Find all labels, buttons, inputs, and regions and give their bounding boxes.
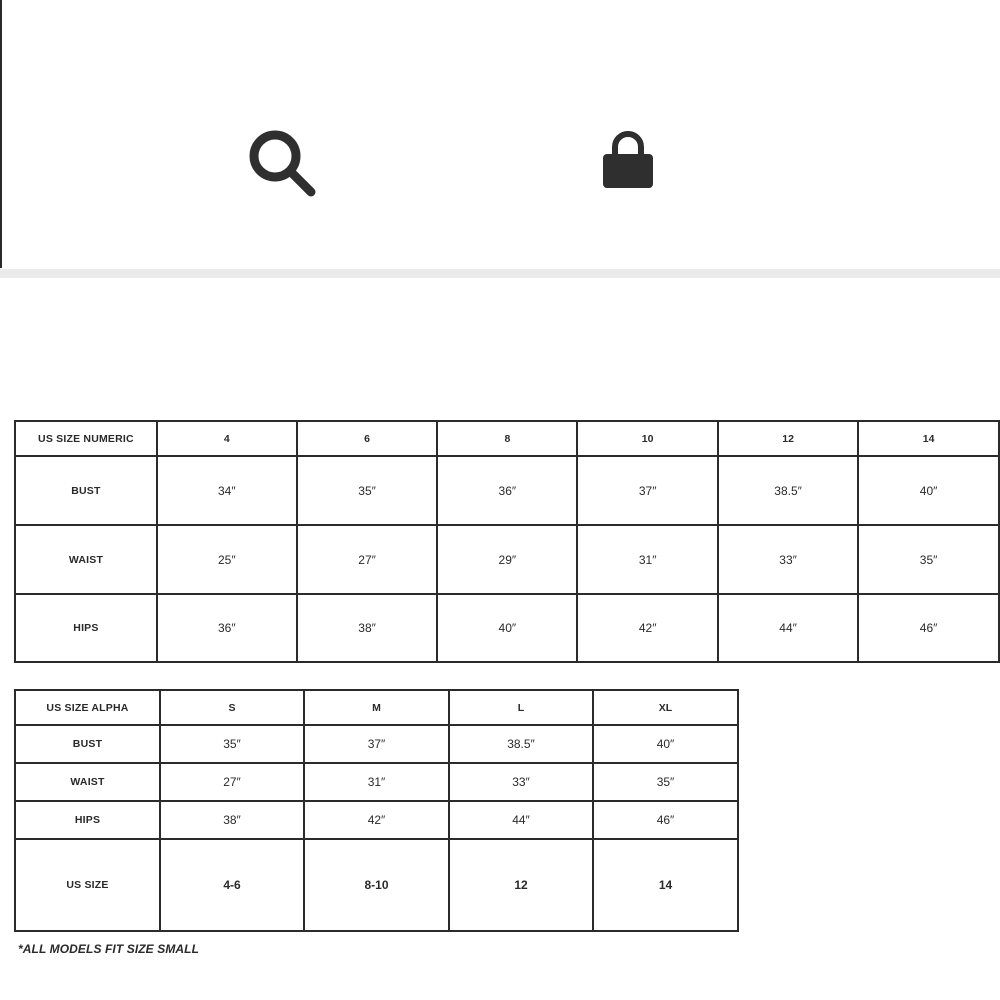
table-cell: 46″ — [858, 594, 999, 662]
table-cell: 27″ — [297, 525, 438, 594]
table-cell: 35″ — [593, 763, 738, 801]
table-cell: 8-10 — [304, 839, 449, 931]
table-cell: 25″ — [157, 525, 297, 594]
column-header: US SIZE NUMERIC — [15, 421, 157, 456]
table-cell: 12 — [449, 839, 593, 931]
table-cell: 42″ — [577, 594, 718, 662]
lock-button[interactable] — [602, 128, 654, 190]
table-cell: 33″ — [449, 763, 593, 801]
column-header: 14 — [858, 421, 999, 456]
column-header: XL — [593, 690, 738, 725]
row-label: HIPS — [15, 801, 160, 839]
column-header: US SIZE ALPHA — [15, 690, 160, 725]
column-header: 12 — [718, 421, 858, 456]
us-size-alpha-table — [14, 689, 739, 932]
lock-icon — [602, 128, 654, 190]
row-label: US SIZE — [15, 839, 160, 931]
table-header-row — [15, 690, 738, 725]
search-button[interactable] — [246, 127, 318, 199]
column-header: M — [304, 690, 449, 725]
table-cell: 40″ — [593, 725, 738, 763]
table-row — [15, 839, 738, 931]
table-cell: 37″ — [304, 725, 449, 763]
table-cell: 4-6 — [160, 839, 304, 931]
table-header-row — [15, 421, 999, 456]
row-label: BUST — [15, 725, 160, 763]
column-header: 8 — [437, 421, 577, 456]
row-label: WAIST — [15, 763, 160, 801]
table-cell: 34″ — [157, 456, 297, 525]
table-cell: 36″ — [157, 594, 297, 662]
table-cell: 38.5″ — [449, 725, 593, 763]
table-cell: 35″ — [160, 725, 304, 763]
table-row — [15, 525, 999, 594]
table-cell: 31″ — [577, 525, 718, 594]
column-header: 10 — [577, 421, 718, 456]
table-cell: 44″ — [449, 801, 593, 839]
row-label: BUST — [15, 456, 157, 525]
table-cell: 35″ — [858, 525, 999, 594]
row-label: WAIST — [15, 525, 157, 594]
us-size-numeric-table — [14, 420, 1000, 663]
table-cell: 35″ — [297, 456, 438, 525]
header-divider — [0, 269, 1000, 278]
table-cell: 27″ — [160, 763, 304, 801]
table-cell: 29″ — [437, 525, 577, 594]
table-row — [15, 725, 738, 763]
table-row — [15, 801, 738, 839]
table-cell: 40″ — [437, 594, 577, 662]
table-cell: 37″ — [577, 456, 718, 525]
table-cell: 36″ — [437, 456, 577, 525]
table-row — [15, 763, 738, 801]
column-header: 4 — [157, 421, 297, 456]
column-header: L — [449, 690, 593, 725]
table-cell: 46″ — [593, 801, 738, 839]
table-row — [15, 594, 999, 662]
left-border-line — [0, 0, 2, 268]
table-cell: 38.5″ — [718, 456, 858, 525]
table-cell: 40″ — [858, 456, 999, 525]
table-cell: 38″ — [160, 801, 304, 839]
table-cell: 38″ — [297, 594, 438, 662]
models-size-footnote: *ALL MODELS FIT SIZE SMALL — [18, 942, 200, 956]
table-cell: 44″ — [718, 594, 858, 662]
table-cell: 42″ — [304, 801, 449, 839]
search-icon — [246, 127, 318, 199]
table-cell: 14 — [593, 839, 738, 931]
row-label: HIPS — [15, 594, 157, 662]
column-header: S — [160, 690, 304, 725]
table-cell: 33″ — [718, 525, 858, 594]
column-header: 6 — [297, 421, 438, 456]
table-cell: 31″ — [304, 763, 449, 801]
table-row — [15, 456, 999, 525]
